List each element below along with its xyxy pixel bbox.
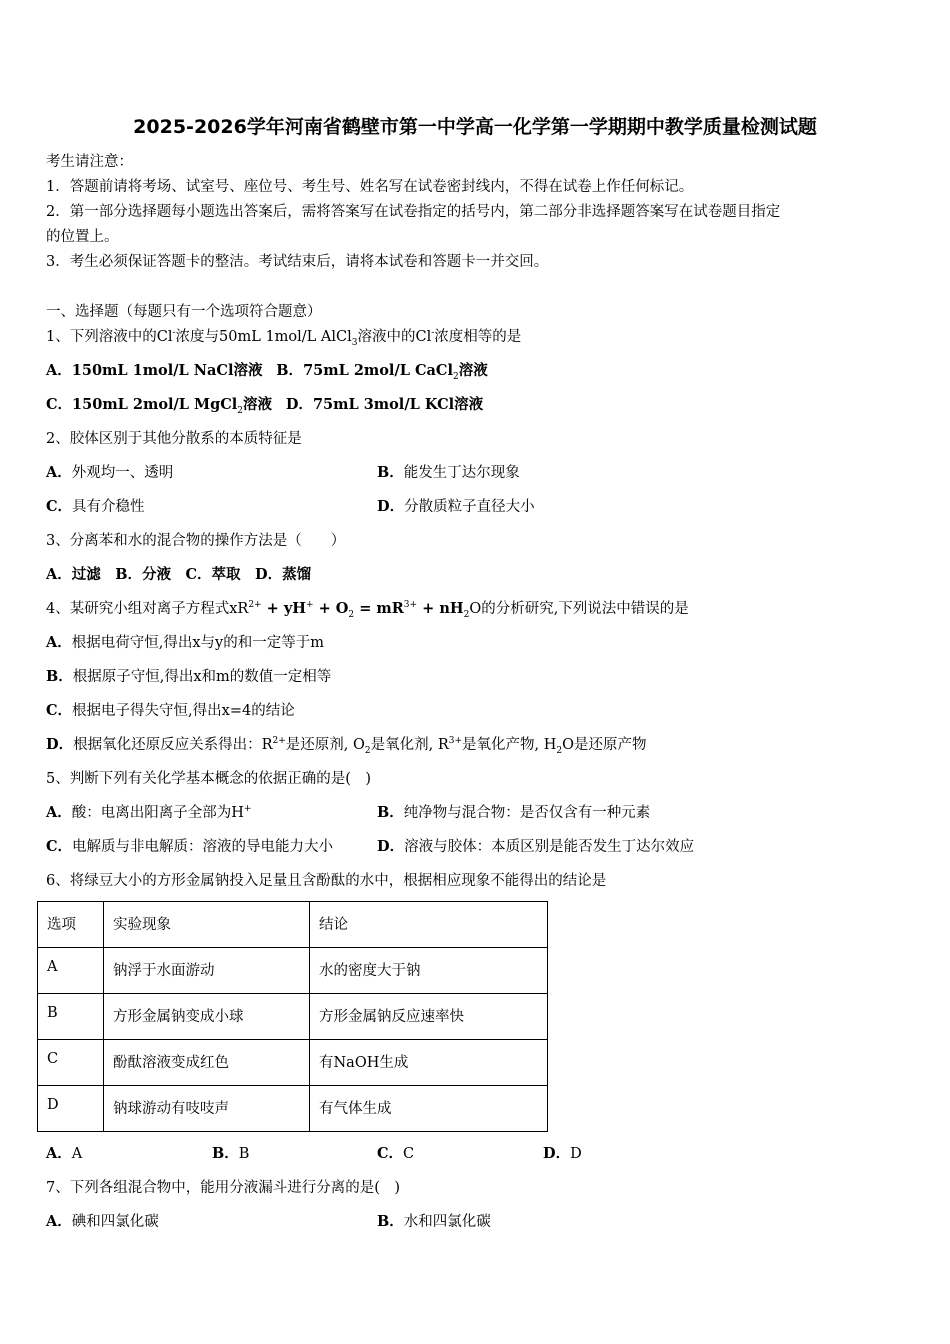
option-text: D	[570, 1146, 582, 1162]
q4-d-c: 是氧化剂, R	[370, 737, 449, 753]
table-cell: D	[38, 1086, 104, 1132]
option-label: A．	[46, 1145, 72, 1162]
option-label: A．	[46, 634, 72, 651]
q6-option-c	[377, 1144, 414, 1164]
option-label: D．	[46, 736, 74, 753]
option-label: B．	[377, 1213, 404, 1230]
q1-sup: -	[172, 328, 176, 339]
option-text: 纯净物与混合物：是否仅含有一种元素	[403, 805, 651, 821]
option-label: C．	[377, 1145, 404, 1162]
table-cell: 有NaOH生成	[310, 1040, 548, 1086]
q4-sup: +	[305, 600, 314, 611]
question-4-stem	[46, 599, 689, 619]
option-text: 酸：电离出阳离子全部为H	[71, 805, 244, 821]
q2-option-a	[46, 463, 173, 483]
q7-option-a	[46, 1212, 159, 1232]
q4-d-a: 根据氧化还原反应关系得出：R	[73, 737, 273, 753]
q1-sub: 2	[452, 371, 459, 382]
q4-d-b: 是还原剂, O	[285, 737, 365, 753]
q5-option-a	[46, 803, 251, 823]
option-label: B．	[276, 362, 304, 379]
option-label: B．	[377, 804, 404, 821]
option-text: C	[403, 1146, 415, 1162]
q6-option-b	[212, 1144, 249, 1164]
q1-option-b-a: 75mL 2mol/L CaCl	[303, 362, 453, 379]
question-6-stem: 6、将绿豆大小的方形金属钠投入足量且含酚酞的水中，根据相应现象不能得出的结论是	[46, 873, 607, 889]
table-cell: 钠浮于水面游动	[104, 948, 310, 994]
option-label: C．	[46, 838, 73, 855]
option-label: A．	[46, 804, 72, 821]
q1-sub: 3	[351, 337, 358, 348]
option-label: D．	[377, 498, 405, 515]
table-cell: 有气体生成	[310, 1086, 548, 1132]
option-label: B．	[46, 668, 73, 685]
option-text: 水和四氯化碳	[403, 1214, 491, 1230]
q4-sub: 2	[463, 609, 470, 620]
option-label: A．	[46, 1213, 72, 1230]
option-label: D．	[285, 396, 313, 413]
option-label: B．	[377, 464, 404, 481]
q1-option-d: 75mL 3mol/L KCl溶液	[312, 396, 484, 413]
q4-stem-a: 4、某研究小组对离子方程式xR	[46, 601, 249, 617]
option-label: B．	[212, 1145, 239, 1162]
table-cell: 水的密度大于钠	[310, 948, 548, 994]
table-cell: C	[38, 1040, 104, 1086]
page-title: 2025-2026学年河南省鹤壁市第一中学高一化学第一学期期中教学质量检测试题	[133, 116, 817, 138]
table-header-cell: 选项	[38, 902, 104, 948]
table-row	[38, 1086, 548, 1132]
q6-option-a	[46, 1144, 82, 1164]
q4-stem-c: + O	[313, 600, 349, 617]
q1-options-row-2	[46, 395, 483, 415]
notice-item: 2．第一部分选择题每小题选出答案后，需将答案写在试卷指定的括号内，第二部分非选择题答案写在试卷题目指定	[46, 204, 781, 220]
q4-sup: 3+	[403, 600, 418, 611]
table-cell: 酚酞溶液变成红色	[104, 1040, 310, 1086]
q4-sup: 2+	[272, 736, 286, 747]
question-5-stem: 5、判断下列有关化学基本概念的依据正确的是( )	[46, 771, 372, 787]
option-label: C．	[46, 396, 73, 413]
option-label: D．	[543, 1145, 571, 1162]
q2-option-b	[377, 463, 520, 483]
notice-item: 的位置上。	[46, 229, 119, 245]
question-7-stem: 7、下列各组混合物中，能用分液漏斗进行分离的是( )	[46, 1180, 401, 1196]
table-header-row	[38, 902, 548, 948]
q3-options: A．过滤 B．分液 C．萃取 D．蒸馏	[46, 566, 312, 583]
notice-item: 1．答题前请将考场、试室号、座位号、考生号、姓名写在试卷密封线内，不得在试卷上作任何标记。	[46, 179, 694, 195]
q1-stem-a: 1、下列溶液中的Cl	[46, 329, 173, 345]
option-text: 根据原子守恒,得出x和m的数值一定相等	[72, 669, 332, 685]
question-3-stem: 3、分离苯和水的混合物的操作方法是（ ）	[46, 533, 346, 549]
q4-option-a	[46, 633, 324, 653]
option-text: A	[71, 1146, 83, 1162]
q1-stem-c: 溶液中的Cl	[357, 329, 432, 345]
option-label: C．	[46, 702, 73, 719]
option-label: C．	[46, 498, 73, 515]
q1-stem-d: 浓度相等的是	[434, 329, 522, 345]
table-cell: 方形金属钠反应速率快	[310, 994, 548, 1040]
q7-option-b	[377, 1212, 491, 1232]
q4-stem-d: = mR	[354, 600, 404, 617]
option-text: 外观均一、透明	[71, 465, 174, 481]
table-cell: 方形金属钠变成小球	[104, 994, 310, 1040]
q1-sup: -	[431, 328, 435, 339]
notice-item: 3．考生必须保证答题卡的整洁。考试结束后，请将本试卷和答题卡一并交回。	[46, 254, 549, 270]
option-text: 溶液与胶体：本质区别是能否发生丁达尔效应	[404, 839, 695, 855]
q4-option-c	[46, 701, 295, 721]
q4-sup: 3+	[448, 736, 463, 747]
q5-sup: +	[243, 804, 252, 815]
q6-table	[37, 901, 548, 1132]
notice-header: 考生请注意：	[46, 154, 133, 170]
option-text: 分散质粒子直径大小	[404, 499, 535, 515]
option-text: 碘和四氯化碳	[71, 1214, 159, 1230]
q4-stem-e: + nH	[417, 600, 464, 617]
q1-option-a: 150mL 1mol/L NaCl溶液	[71, 362, 263, 379]
q4-d-d: 是氧化产物, H	[462, 737, 557, 753]
question-1-stem	[46, 327, 521, 347]
option-text: B	[238, 1146, 250, 1162]
option-label: A．	[46, 464, 72, 481]
q1-option-c-b: 溶液	[243, 396, 273, 413]
table-header-cell: 实验现象	[104, 902, 310, 948]
option-text: 根据电荷守恒,得出x与y的和一定等于m	[71, 635, 324, 651]
q4-sub: 2	[556, 745, 563, 756]
table-row	[38, 1040, 548, 1086]
q1-sub: 2	[237, 405, 244, 416]
option-label: D．	[377, 838, 405, 855]
table-cell: B	[38, 994, 104, 1040]
q2-option-d	[377, 497, 535, 517]
q1-options-row-1	[46, 361, 488, 381]
table-cell: 钠球游动有吱吱声	[104, 1086, 310, 1132]
q6-option-d	[543, 1144, 582, 1164]
option-text: 具有介稳性	[72, 499, 145, 515]
q4-stem-f: O的分析研究,下列说法中错误的是	[469, 601, 689, 617]
q5-option-c	[46, 837, 333, 857]
q4-option-d	[46, 735, 647, 755]
q1-option-c-a: 150mL 2mol/L MgCl	[72, 396, 238, 413]
q4-option-b	[46, 667, 331, 687]
table-row	[38, 994, 548, 1040]
q4-sub: 2	[348, 609, 355, 620]
option-label: A．	[46, 362, 72, 379]
table-cell: A	[38, 948, 104, 994]
table-header-cell: 结论	[310, 902, 548, 948]
q5-option-b	[377, 803, 650, 823]
q5-option-d	[377, 837, 694, 857]
q4-d-e: O是还原产物	[562, 737, 647, 753]
option-text: 电解质与非电解质：溶液的导电能力大小	[72, 839, 334, 855]
section-heading: 一、选择题（每题只有一个选项符合题意）	[46, 304, 322, 320]
q4-stem-b: + yH	[261, 600, 306, 617]
q1-stem-b: 浓度与50mL 1mol/L AlCl	[175, 329, 352, 345]
q4-sub: 2	[364, 745, 371, 756]
q2-option-c	[46, 497, 145, 517]
option-text: 根据电子得失守恒,得出x=4的结论	[72, 703, 295, 719]
question-2-stem: 2、胶体区别于其他分散系的本质特征是	[46, 431, 302, 447]
q4-sup: 2+	[248, 600, 262, 611]
q1-option-b-b: 溶液	[458, 362, 488, 379]
table-row	[38, 948, 548, 994]
option-text: 能发生丁达尔现象	[403, 465, 520, 481]
